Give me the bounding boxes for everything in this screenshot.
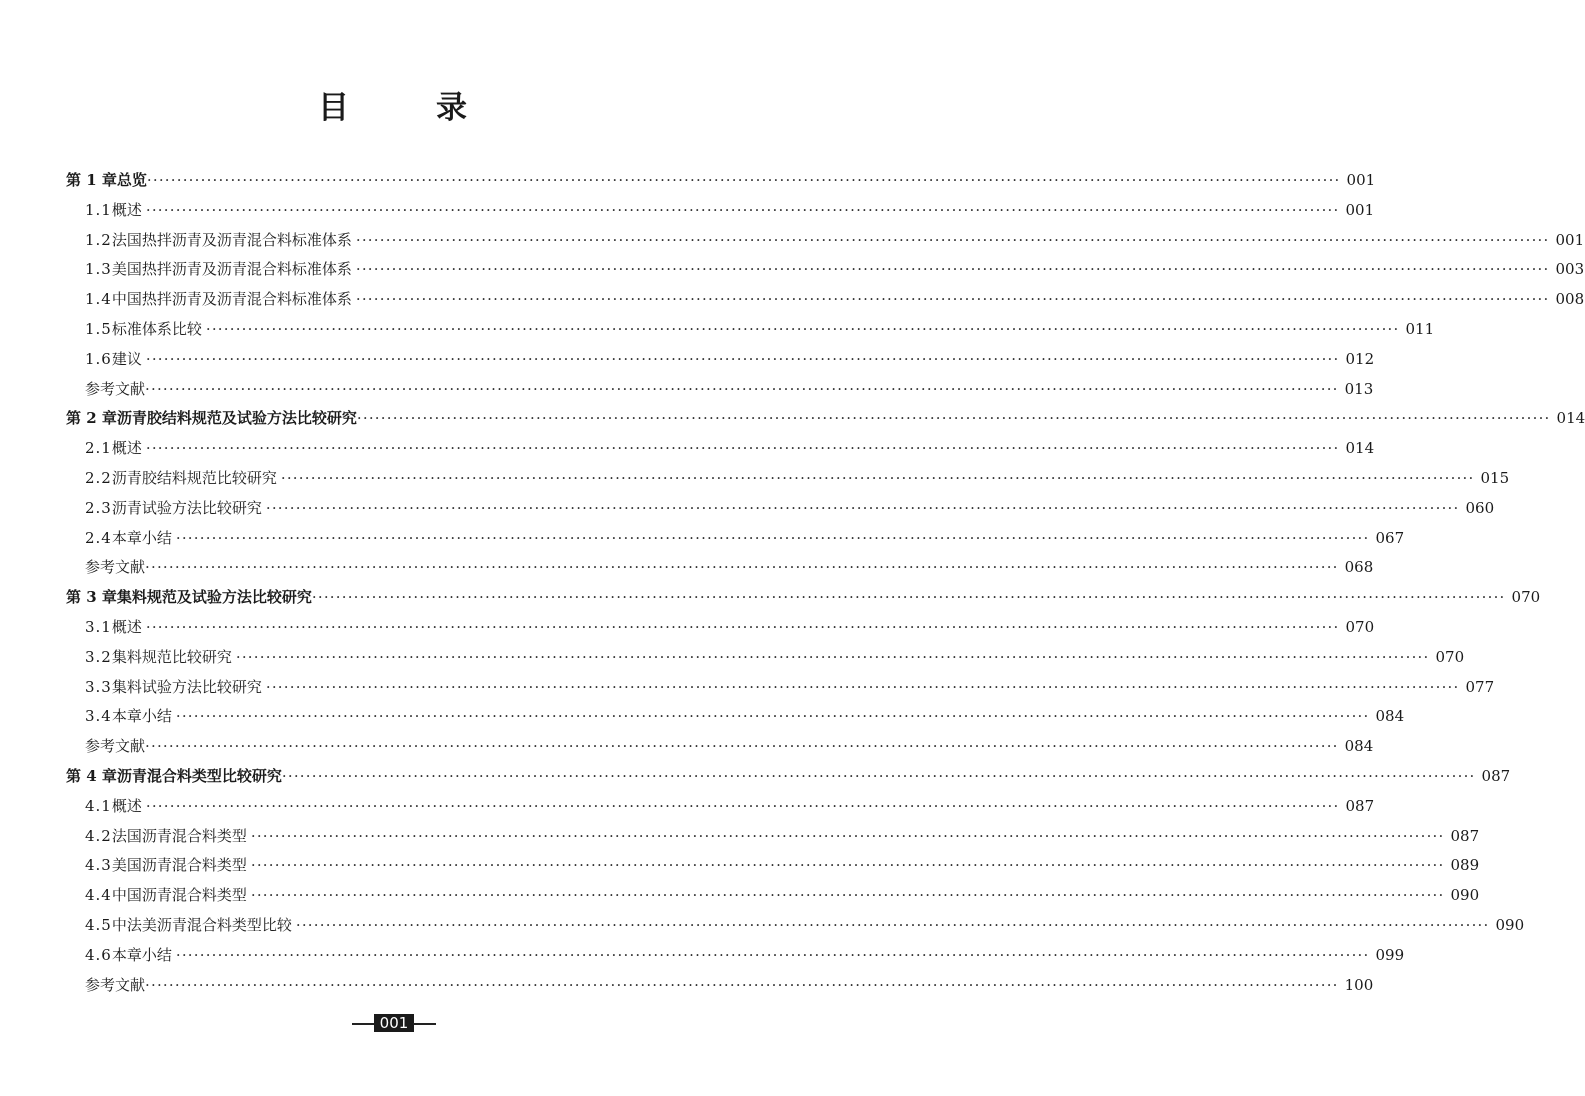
dot-leader: ········································································································································································································ [356, 409, 1551, 428]
toc-section-entry[interactable] [85, 675, 1495, 699]
toc-entry-title: 参考文献 [85, 379, 146, 398]
toc-entry-title: 建议 [111, 349, 142, 368]
page-footer [352, 1014, 436, 1032]
dot-leader: ········································································································································································································ [175, 528, 1370, 547]
dot-leader: ········································································································································································································ [145, 439, 1340, 458]
toc-entry-page: 084 [1344, 737, 1374, 756]
toc-entry-title: 中法美沥青混合料类型比较 [111, 916, 292, 934]
toc-chapter-entry[interactable] [66, 406, 1585, 430]
toc-section-entry[interactable] [85, 943, 1405, 967]
toc-entry-title: 集料规范比较研究 [111, 647, 232, 666]
toc-entry-title: 美国沥青混合料类型 [111, 856, 247, 875]
dot-leader: ········································································································································································································ [355, 230, 1550, 249]
toc-entry-page: 008 [1555, 290, 1585, 309]
toc-entry-title: 本章小结 [111, 945, 172, 964]
toc-references-entry[interactable] [85, 377, 1374, 401]
toc-section-entry[interactable] [85, 496, 1495, 520]
toc-entry-number: 3.2 [85, 647, 112, 666]
dot-leader: ········································································································································································································ [175, 945, 1370, 964]
toc-entry-page: 070 [1345, 618, 1375, 636]
toc-entry-page: 087 [1450, 826, 1480, 845]
dot-leader: ········································································································································································································ [145, 200, 1340, 219]
toc-section-entry[interactable] [85, 466, 1510, 490]
dot-leader: ········································································································································································································ [205, 320, 1400, 338]
toc-entry-number: 4.4 [85, 886, 112, 905]
dot-leader: ········································································································································································································ [250, 886, 1445, 905]
dot-leader: ········································································································································································································ [355, 290, 1550, 309]
title-char-1: 目 [318, 90, 349, 126]
toc-entry-title: 参考文献 [85, 737, 146, 756]
toc-entry-number: 4.5 [85, 916, 112, 934]
toc-entry-page: 001 [1555, 230, 1585, 249]
toc-entry-title: 法国沥青混合料类型 [111, 826, 247, 845]
toc-entry-title: 标准体系比较 [111, 320, 202, 338]
dot-leader: ········································································································································································································ [145, 379, 1339, 398]
dot-leader: ········································································································································································································ [355, 260, 1550, 279]
dot-leader: ········································································································································································································ [265, 498, 1460, 517]
toc-entry-title: 集料规范及试验方法比较研究 [116, 588, 312, 607]
toc-entry-number: 4.1 [85, 796, 112, 815]
toc-entry-page: 003 [1555, 260, 1585, 279]
toc-section-entry[interactable] [85, 317, 1435, 341]
toc-entry-number: 2.1 [85, 439, 112, 458]
toc-section-entry[interactable] [85, 704, 1405, 728]
toc-entry-title: 参考文献 [85, 558, 146, 577]
toc-entry-title: 本章小结 [111, 707, 172, 726]
toc-entry-number: 2.3 [85, 498, 112, 517]
toc-references-entry[interactable] [85, 734, 1374, 758]
toc-entry-title: 法国热拌沥青及沥青混合料标准体系 [111, 230, 352, 249]
toc-entry-number: 2.4 [85, 528, 112, 547]
toc-section-entry[interactable] [85, 347, 1375, 371]
toc-entry-number: 3.1 [85, 618, 112, 636]
footer-rule-left [352, 1023, 375, 1025]
toc-entry-number: 1.3 [85, 260, 112, 279]
toc-chapter-entry[interactable] [66, 168, 1376, 192]
toc-entry-page: 012 [1345, 349, 1375, 368]
toc-section-entry[interactable] [85, 824, 1480, 848]
toc-entry-page: 070 [1511, 588, 1541, 607]
toc-entry-title: 沥青胶结料规范及试验方法比较研究 [116, 409, 357, 428]
toc-entry-page: 014 [1556, 409, 1585, 428]
dot-leader: ········································································································································································································ [280, 469, 1475, 487]
toc-section-entry[interactable] [85, 526, 1405, 550]
dot-leader: ········································································································································································································ [265, 677, 1460, 696]
toc-section-entry[interactable] [85, 615, 1375, 639]
toc-entry-page: 011 [1405, 320, 1435, 338]
toc-entry-page: 090 [1495, 916, 1525, 934]
dot-leader: ········································································································································································································ [145, 796, 1340, 815]
dot-leader: ········································································································································································································ [146, 171, 1341, 189]
toc-entry-page: 060 [1465, 498, 1495, 517]
toc-entry-page: 068 [1344, 558, 1374, 577]
toc-entry-title: 总览 [116, 171, 147, 189]
toc-section-entry[interactable] [85, 257, 1585, 281]
toc-entry-title: 本章小结 [111, 528, 172, 547]
toc-entry-number: 4.6 [85, 945, 112, 964]
toc-entry-page: 001 [1345, 200, 1375, 219]
toc-entry-number: 2.2 [85, 469, 112, 487]
dot-leader: ········································································································································································································ [311, 588, 1506, 607]
dot-leader: ········································································································································································································ [250, 856, 1445, 875]
toc-entry-number: 1.2 [85, 230, 112, 249]
toc-entry-page: 089 [1450, 856, 1480, 875]
toc-entry-page: 087 [1481, 767, 1511, 785]
toc-references-entry[interactable] [85, 973, 1374, 997]
toc-entry-title: 中国沥青混合料类型 [111, 886, 247, 905]
toc-entry-page: 087 [1345, 796, 1375, 815]
dot-leader: ········································································································································································································ [145, 618, 1340, 636]
toc-entry-number: 4.2 [85, 826, 112, 845]
dot-leader: ········································································································································································································ [145, 558, 1339, 577]
title-char-2: 录 [436, 90, 467, 126]
toc-references-entry[interactable] [85, 555, 1374, 579]
toc-entry-page: 099 [1375, 945, 1405, 964]
toc-entry-page: 100 [1344, 975, 1374, 994]
toc-section-entry[interactable] [85, 853, 1480, 877]
footer-page-number: 001 [374, 1014, 414, 1032]
toc-entry-title: 沥青胶结料规范比较研究 [111, 469, 277, 487]
dot-leader: ········································································································································································································ [145, 349, 1340, 368]
toc-entry-page: 077 [1465, 677, 1495, 696]
toc-entry-page: 015 [1480, 469, 1510, 487]
toc-entry-title: 概述 [111, 439, 142, 458]
toc-entry-page: 070 [1435, 647, 1465, 666]
toc-entry-number: 1.6 [85, 349, 112, 368]
dot-leader: ········································································································································································································ [145, 737, 1339, 756]
toc-entry-number: 1.5 [85, 320, 112, 338]
toc-entry-number: 第 3 章 [66, 588, 117, 607]
toc-chapter-entry[interactable] [66, 764, 1511, 788]
toc-entry-number: 3.4 [85, 707, 112, 726]
dot-leader: ········································································································································································································ [145, 975, 1339, 994]
dot-leader: ········································································································································································································ [235, 647, 1430, 666]
toc-entry-number: 3.3 [85, 677, 112, 696]
toc-entry-title: 美国热拌沥青及沥青混合料标准体系 [111, 260, 352, 279]
toc-entry-title: 中国热拌沥青及沥青混合料标准体系 [111, 290, 352, 309]
toc-chapter-entry[interactable] [66, 585, 1541, 609]
toc-section-entry[interactable] [85, 913, 1525, 937]
toc-entry-title: 沥青混合料类型比较研究 [116, 767, 282, 785]
dot-leader: ········································································································································································································ [250, 826, 1445, 845]
toc-entry-title: 集料试验方法比较研究 [111, 677, 262, 696]
toc-section-entry[interactable] [85, 436, 1375, 460]
toc-entry-page: 014 [1345, 439, 1375, 458]
toc-entry-number: 第 1 章 [66, 171, 117, 189]
dot-leader: ········································································································································································································ [281, 767, 1476, 785]
dot-leader: ········································································································································································································ [175, 707, 1370, 726]
toc-entry-title: 概述 [111, 618, 142, 636]
toc-entry-number: 1.4 [85, 290, 112, 309]
toc-entry-title: 沥青试验方法比较研究 [111, 498, 262, 517]
footer-rule-right [413, 1023, 436, 1025]
toc-entry-page: 013 [1344, 379, 1374, 398]
toc-entry-number: 1.1 [85, 200, 112, 219]
toc-entry-number: 第 2 章 [66, 409, 117, 428]
toc-entry-title: 概述 [111, 200, 142, 219]
toc-section-entry[interactable] [85, 198, 1375, 222]
toc-section-entry[interactable] [85, 645, 1465, 669]
toc-entry-page: 084 [1375, 707, 1405, 726]
toc-entry-title: 参考文献 [85, 975, 146, 994]
toc-section-entry[interactable] [85, 794, 1375, 818]
toc-section-entry[interactable] [85, 883, 1480, 907]
toc-entry-number: 第 4 章 [66, 767, 117, 785]
dot-leader: ········································································································································································································ [295, 916, 1490, 934]
toc-entry-page: 001 [1346, 171, 1376, 189]
toc-entry-page: 090 [1450, 886, 1480, 905]
toc-section-entry[interactable] [85, 228, 1585, 252]
toc-entry-number: 4.3 [85, 856, 112, 875]
toc-entry-title: 概述 [111, 796, 142, 815]
toc-entry-page: 067 [1375, 528, 1405, 547]
toc-section-entry[interactable] [85, 287, 1585, 311]
